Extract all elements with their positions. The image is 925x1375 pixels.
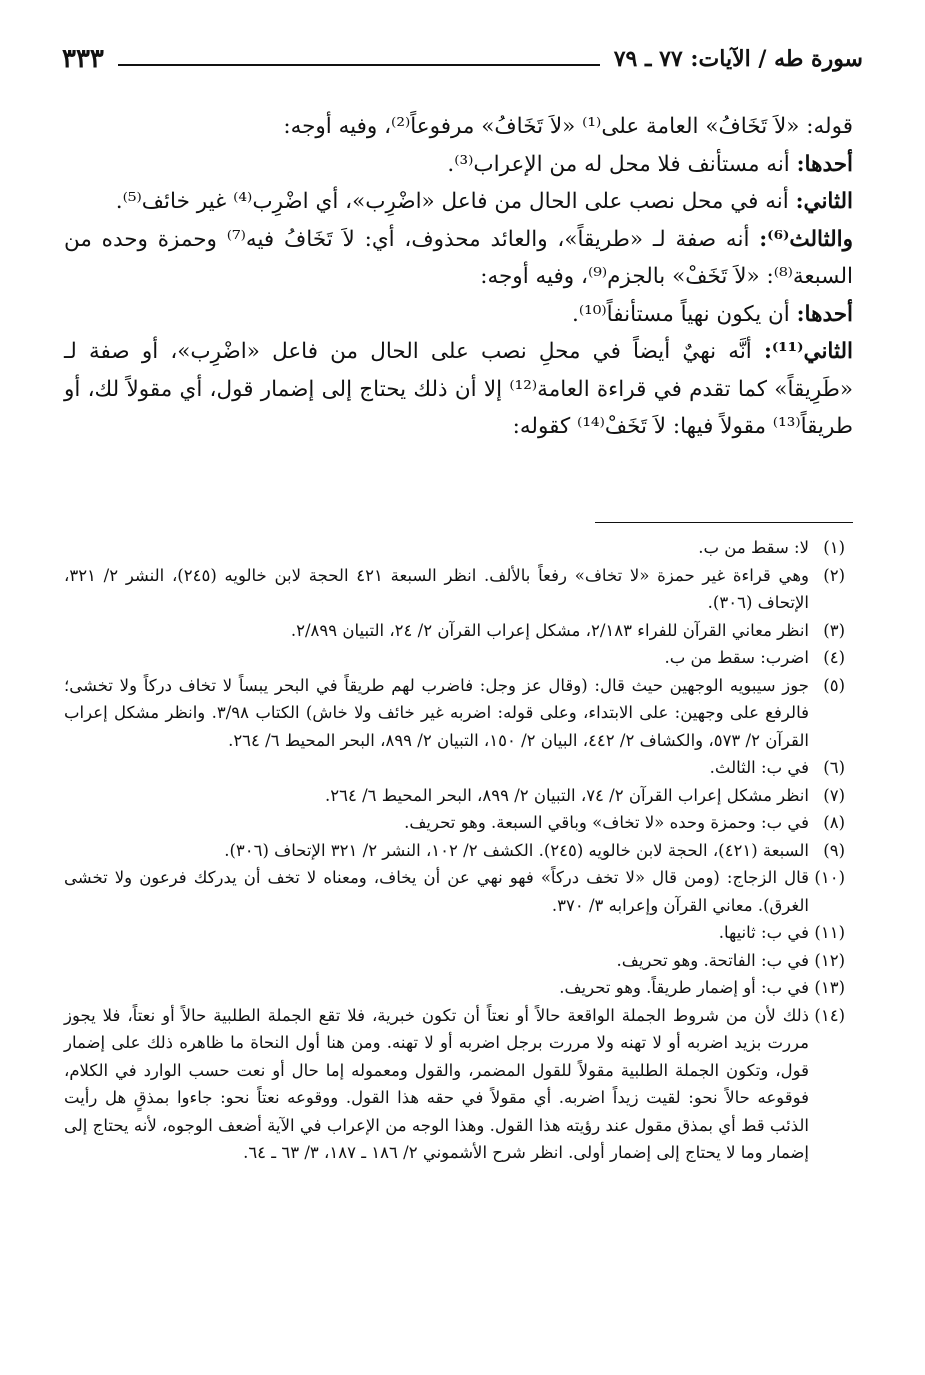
- paragraph-lead: أحدها:: [796, 151, 853, 177]
- paragraph-lead: أحدها:: [796, 301, 853, 327]
- footnote-number: (٣): [823, 620, 845, 640]
- footnote-number: (١٣): [814, 978, 845, 997]
- paragraph-third-aspect: [64, 221, 853, 296]
- footnote-text: في ب: أو إضمار طريقاً. وهو تحريف.: [559, 978, 809, 997]
- footnote-number: (٩): [823, 840, 845, 860]
- footnote: [64, 919, 845, 947]
- footnote: [64, 617, 845, 645]
- footnote-text: في ب: ثانيها.: [718, 923, 809, 942]
- footnote: [64, 947, 845, 975]
- footnote-text: في ب: الفاتحة. وهو تحريف.: [616, 950, 809, 970]
- footnote: [64, 782, 845, 810]
- footnote-text: اضرب: سقط من ب.: [664, 648, 809, 667]
- footnote-divider: [595, 522, 853, 523]
- paragraph-jazm-first: [64, 296, 853, 334]
- footnote-number: (٨): [823, 813, 845, 832]
- surah-title: سورة طه / الآيات: ٧٧ ـ ٧٩: [613, 46, 863, 72]
- paragraph-text: أنَّه نهيٌ أيضاً في محلِ نصب على الحال من فاعل «اضْرِب»، أو صفة لـ «طَرِيقاً» كما تقدم في قراءة العامة⁽¹²⁾ إلا أن ذلك يحتاج إلى إضمار قول، أي مقولاً لك، أو طريقاً⁽¹³⁾ مقولاً فيها: لاَ تَخَفْ⁽¹⁴⁾ كقوله:: [64, 339, 853, 439]
- main-text: [64, 108, 853, 446]
- footnote: [64, 974, 845, 1002]
- footnote-number: (٤): [823, 648, 845, 667]
- footnote-text: جوز سيبويه الوجهين حيث قال: (وقال عز وجل: فاضرب لهم طريقاً في البحر يبساً لا تخاف دركاً ولا تخشى؛ فالرفع على وجهين: على الابتداء، وعلى قوله: اضربه غير خائف ولا خاش) الكتاب ٣/٩٨. وانظر مشكل إعراب القرآن ٢/ ٥٧٣، والكشاف ٢/ ٤٤٢، البيان ٢/ ١٥٠، التبيان ٢/ ٨٩٩، البحر المحيط ٦/ ٢٦٤.: [64, 675, 809, 750]
- footnote: [64, 1002, 845, 1167]
- paragraph-lead: والثالث⁽⁶⁾:: [759, 226, 853, 252]
- paragraph-text: أنه صفة لـ «طريقاً»، والعائد محذوف، أي: لاَ تَخَافُ فيه⁽⁷⁾ وحمزة وحده من السبعة⁽⁸⁾: «لاَ تَخَفْ» بالجزم⁽⁹⁾، وفيه أوجه:: [64, 226, 853, 289]
- paragraph-text: أنه في محل نصب على الحال من فاعل «اضْرِب»، أي اضْرِب⁽⁴⁾ غير خائف⁽⁵⁾.: [115, 189, 796, 214]
- page-number: ٣٣٣: [62, 44, 104, 74]
- paragraph-jazm-second: [64, 333, 853, 446]
- paragraph-text: أن يكون نهياً مستأنفاً⁽¹⁰⁾.: [572, 301, 797, 327]
- paragraph-first-aspect: [64, 146, 853, 184]
- footnote-number: (١٢): [814, 950, 845, 970]
- footnote-number: (٢): [823, 565, 845, 585]
- header-rule: [118, 64, 600, 66]
- footnote: [64, 562, 845, 617]
- paragraph-second-aspect: [64, 183, 853, 221]
- footnote-text: ذلك لأن من شروط الجملة الواقعة حالاً أو نعتاً أن تكون خبرية، فلا تقع الجملة الطلبية حالاً أو نعتاً، فلا يجوز مررت بزيد اضربه أو لا تهنه ولا مررت برجل اضربه أو لا تهنه. ومن هنا أول النحاة ما ظاهره ذلك على إضمار قول، وتكون الجملة الطلبية مقولاً للقول المضمر، والقول ومعموله إما حال أو نعت حسب الوارد في الكلام، فوقوعه حالاً نحو: لقيت زيداً اضربه. أي مقولاً في حقه هذا القول. ووقوعه نعتاً نحو: جاءوا بمذقٍ هل رأيت الذئب قط أي بمذق مقول عند رؤيته هذا القول. وهذا الوجه من الإعراب في الآية أضعف الوجوه، لأنه يحتاج إلى إضمار وما لا يحتاج إلى إضمار أولى. انظر شرح الأشموني ٢/ ١٨٦ ـ ١٨٧، ٣/ ٦٣ ـ ٦٤.: [64, 1005, 809, 1162]
- footnote-text: وهي قراءة غير حمزة «لا تخاف» رفعاً بالألف. انظر السبعة ٤٢١ الحجة لابن خالويه (٢٤٥)، النشر ٢/ ٣٢١، الإتحاف (٣٠٦).: [64, 565, 809, 612]
- paragraph-lead: الثاني:: [795, 189, 853, 214]
- footnote: [64, 754, 845, 782]
- footnote-text: انظر معاني القرآن للفراء ٢/١٨٣، مشكل إعراب القرآن ٢/ ٢٤، التبيان ٢/٨٩٩.: [290, 620, 809, 640]
- footnotes: [64, 534, 845, 1167]
- footnote-number: (١٤): [814, 1005, 845, 1025]
- footnote: [64, 837, 845, 865]
- running-header: [62, 38, 863, 80]
- footnote-number: (١١): [814, 923, 845, 942]
- footnote-text: قال الزجاج: (ومن قال «لا تخف دركاً» فهو نهي عن أن يخاف، ومعناه لا تخف أن يدركك فرعون ولا تخشى الغرق). معاني القرآن وإعرابه ٣/ ٣٧٠.: [64, 868, 809, 915]
- footnote-number: (٧): [823, 785, 845, 805]
- footnote-number: (٥): [823, 675, 845, 695]
- paragraph-text: أنه مستأنف فلا محل له من الإعراب⁽³⁾.: [447, 151, 797, 177]
- footnote-text: السبعة (٤٢١)، الحجة لابن خالويه (٢٤٥). الكشف ٢/ ١٠٢، النشر ٢/ ٣٢١ الإتحاف (٣٠٦).: [224, 840, 809, 860]
- footnote: [64, 864, 845, 919]
- paragraph-text: قوله: «لاَ تَخَافُ» العامة على⁽¹⁾ «لاَ تَخَافُ» مرفوعاً⁽²⁾، وفيه أوجه:: [283, 114, 853, 139]
- footnote: [64, 534, 845, 562]
- paragraph-lead: الثاني⁽¹¹⁾:: [763, 339, 853, 364]
- footnote: [64, 644, 845, 672]
- footnote: [64, 672, 845, 755]
- footnote-number: (٦): [823, 758, 845, 777]
- footnote-text: في ب: الثالث.: [709, 758, 809, 777]
- footnote-text: لا: سقط من ب.: [698, 538, 809, 557]
- footnote-text: في ب: وحمزة وحده «لا تخاف» وباقي السبعة. وهو تحريف.: [404, 813, 809, 832]
- footnote-number: (١): [823, 538, 845, 557]
- paragraph-intro: [64, 108, 853, 146]
- footnote: [64, 809, 845, 837]
- footnote-text: انظر مشكل إعراب القرآن ٢/ ٧٤، التبيان ٢/ ٨٩٩، البحر المحيط ٦/ ٢٦٤.: [325, 785, 809, 805]
- footnote-number: (١٠): [814, 868, 845, 887]
